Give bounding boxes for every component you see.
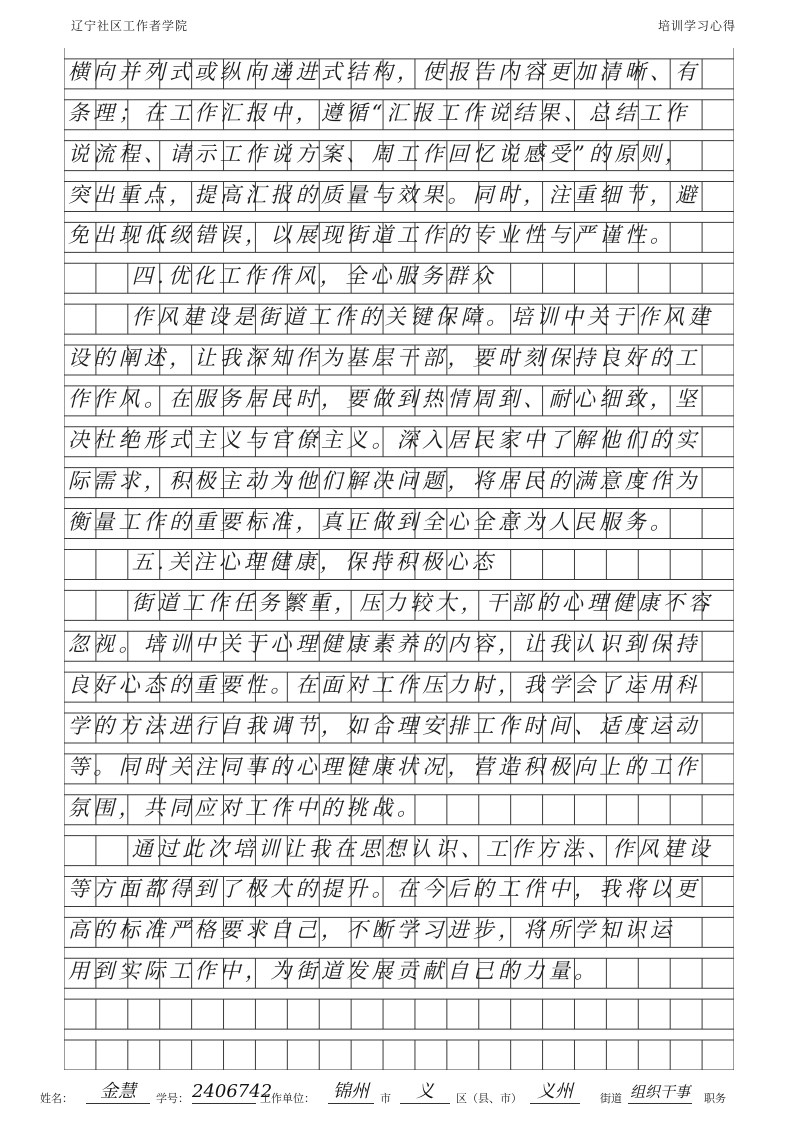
form-footer [0, 1076, 799, 1116]
handwritten-line: 四.优化工作作风，全心服务群众 [131, 264, 497, 289]
name-field[interactable]: 金慧 [86, 1081, 150, 1104]
handwritten-line: 通过此次培训让我在思想认识、工作方法、作风建设 [131, 836, 714, 861]
handwritten-line: 用到实际工作中，为街道发展贡献自己的力量。 [68, 959, 600, 984]
handwritten-line: 氛围，共同应对工作中的挑战。 [68, 795, 423, 820]
job-label: 职务 [704, 1092, 726, 1105]
header-doc-type: 培训学习心得 [657, 19, 736, 33]
handwritten-line: 等。同时关注同事的心理健康状况，营造积极向上的工作 [68, 754, 701, 779]
district-field[interactable]: 义 [400, 1081, 450, 1104]
city-suffix: 市 [380, 1092, 391, 1105]
name-label: 姓名： [40, 1092, 73, 1105]
handwritten-line: 际需求，积极主动为他们解决问题，将居民的满意度作为 [68, 468, 701, 493]
street-suffix: 街道 [600, 1092, 622, 1105]
handwritten-line: 衡量工作的重要标准，真正做到全心全意为人民服务。 [68, 509, 676, 534]
student-id-label: 学号： [156, 1092, 189, 1105]
handwritten-line: 高的标准严格要求自己，不断学习进步，将所学知识运 [68, 918, 676, 943]
handwritten-line: 学的方法进行自我调节，如合理安排工作时间、适度运动 [68, 713, 701, 738]
student-id-field[interactable]: 2406742 [192, 1081, 273, 1102]
handwritten-line: 等方面都得到了极大的提升。在今后的工作中，我将以更 [68, 877, 701, 902]
job-field[interactable]: 组织干事 [628, 1081, 692, 1104]
handwritten-line: 说流程、请示工作说方案、周工作回忆说感受”的原则， [68, 141, 691, 166]
city-field[interactable]: 锦州 [328, 1081, 374, 1104]
handwritten-line: 街道工作任务繁重，压力较大，干部的心理健康不容 [131, 591, 714, 616]
district-suffix: 区（县、市） [456, 1092, 522, 1105]
handwritten-line: 横向并列式或纵向递进式结构，使报告内容更加清晰、有 [68, 59, 701, 84]
handwritten-line: 忽视。培训中关于心理健康素养的内容，让我认识到保持 [68, 632, 701, 657]
handwritten-line: 设的阐述，让我深知作为基层干部，要时刻保持良好的工 [68, 346, 701, 371]
handwritten-line: 突出重点，提高汇报的质量与效果。同时，注重细节，避 [68, 182, 701, 207]
writing-grid [64, 48, 734, 1070]
page-header [0, 0, 799, 46]
handwritten-line: 良好心态的重要性。在面对工作压力时，我学会了运用科 [68, 673, 701, 698]
handwritten-line: 五.关注心理健康，保持积极心态 [131, 550, 497, 575]
handwritten-line: 作风建设是街道工作的关键保障。培训中关于作风建 [131, 305, 714, 330]
county-field[interactable]: 义州 [530, 1081, 580, 1104]
work-unit-label: 工作单位： [260, 1092, 315, 1105]
handwritten-line: 免出现低级错误，以展现街道工作的专业性与严谨性。 [68, 223, 676, 248]
handwritten-line: 条理；在工作汇报中，遵循“汇报工作说结果、总结工作 [68, 100, 691, 125]
handwritten-line: 决杜绝形式主义与官僚主义。深入居民家中了解他们的实 [68, 427, 701, 452]
header-institution: 辽宁社区工作者学院 [71, 19, 189, 33]
handwritten-line: 作作风。在服务居民时，要做到热情周到、耐心细致，坚 [68, 386, 701, 411]
